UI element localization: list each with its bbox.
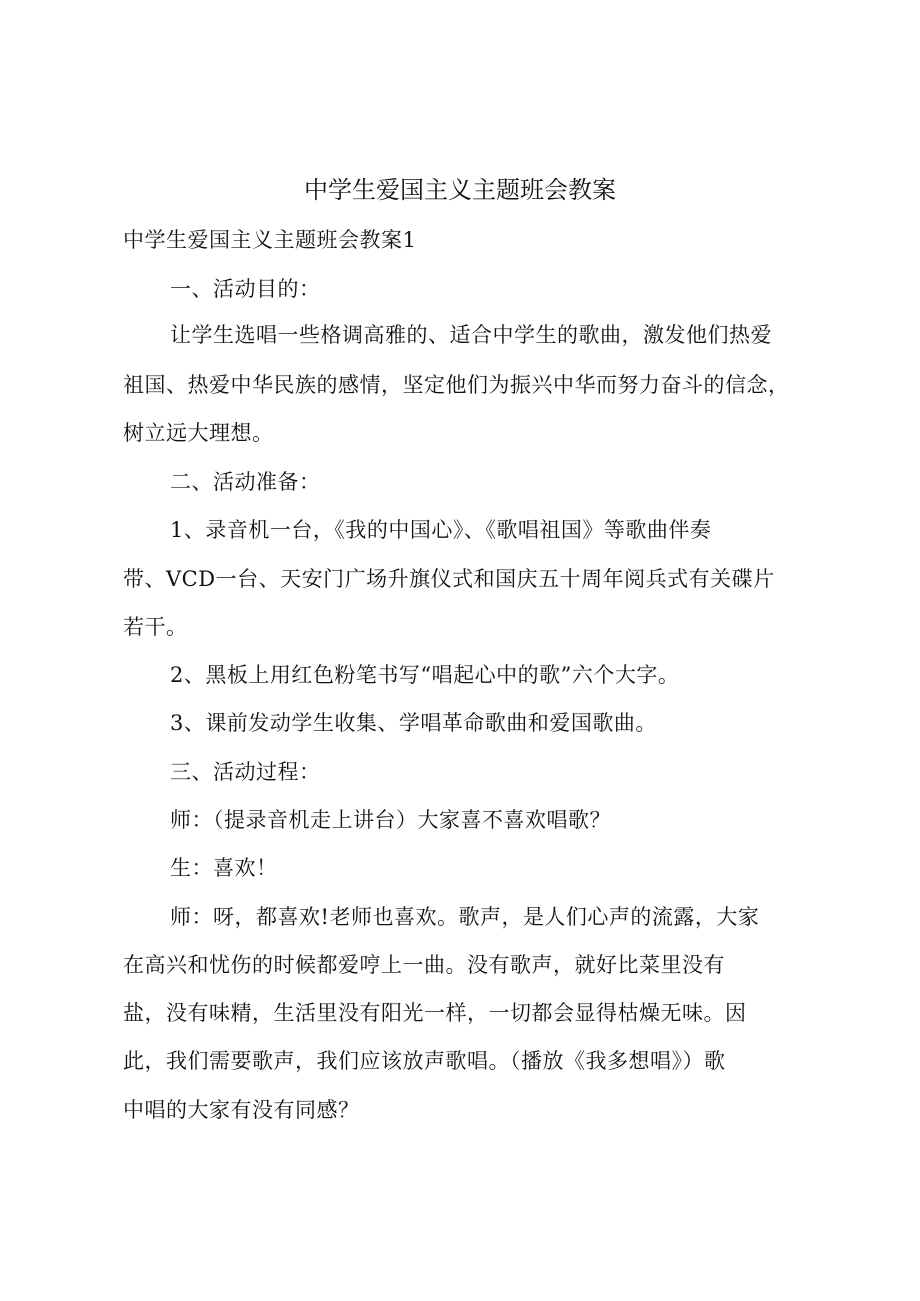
- dialogue-line: 师：呀，都喜欢!老师也喜欢。歌声，是人们心声的流露，大家: [170, 905, 760, 929]
- dialogue-line: 师：（提录音机走上讲台）大家喜不喜欢唱歌？: [170, 808, 611, 832]
- paragraph-line: 3、课前发动学生收集、学唱革命歌曲和爱国歌曲。: [170, 711, 657, 735]
- dialogue-line: 在高兴和忧伤的时候都爱哼上一曲。没有歌声，就好比菜里没有: [123, 953, 725, 977]
- paragraph-line: 1、录音机一台，《我的中国心》、《歌唱祖国》等歌曲伴奏: [170, 518, 712, 542]
- document-title: 中学生爱国主义主题班会教案: [304, 176, 616, 204]
- dialogue-line: 此，我们需要歌声，我们应该放声歌唱。（播放《我多想唱》）歌: [123, 1049, 726, 1073]
- paragraph-line: 祖国、热爱中华民族的感情，坚定他们为振兴中华而努力奋斗的信念，: [123, 373, 790, 397]
- paragraph-line: 带、VCD一台、天安门广场升旗仪式和国庆五十周年阅兵式有关碟片: [123, 567, 775, 591]
- dialogue-line: 盐，没有味精，生活里没有阳光一样，一切都会显得枯燥无味。因: [123, 1001, 747, 1025]
- section-heading-process: 三、活动过程：: [170, 760, 321, 784]
- paragraph-line: 2、黑板上用红色粉笔书写“唱起心中的歌”六个大字。: [170, 663, 680, 687]
- paragraph-line: 让学生选唱一些格调高雅的、适合中学生的歌曲，激发他们热爱: [170, 323, 772, 347]
- paragraph-line: 树立远大理想。: [123, 421, 274, 445]
- paragraph-line: 若干。: [123, 615, 188, 639]
- document-subtitle: 中学生爱国主义主题班会教案1: [123, 228, 417, 252]
- dialogue-line: 中唱的大家有没有同感？: [123, 1098, 360, 1122]
- dialogue-line: 生：喜欢！: [170, 856, 278, 880]
- section-heading-preparation: 二、活动准备：: [170, 470, 321, 494]
- section-heading-purpose: 一、活动目的：: [170, 277, 321, 301]
